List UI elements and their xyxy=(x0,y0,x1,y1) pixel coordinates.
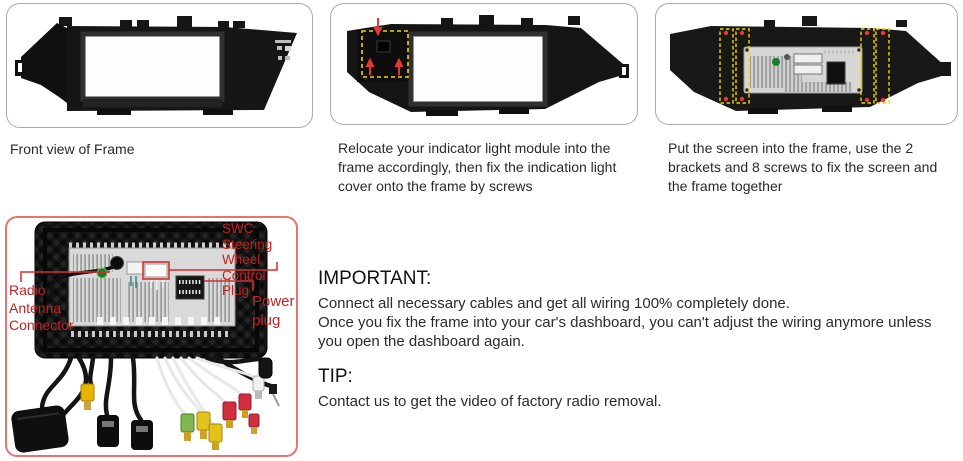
power-plug-label: Power plug xyxy=(252,293,295,329)
swc-plug-label: SWC Steering Wheel Control Plug xyxy=(222,221,273,298)
radio-antenna-label: Radio Antenna Connector xyxy=(9,282,74,333)
tip-heading: TIP: xyxy=(318,366,353,387)
caption-line: cover onto the frame by screws xyxy=(338,178,533,194)
frame-front-illustration xyxy=(7,4,312,127)
screen-opening xyxy=(411,34,545,104)
important-line: you open the dashboard again. xyxy=(318,333,525,350)
caption-line: the frame together xyxy=(668,178,783,194)
tip-line: Contact us to get the video of factory radio removal. xyxy=(318,393,662,410)
caption-screen-mount xyxy=(668,139,937,196)
caption-line: Relocate your indicator light module into the xyxy=(338,140,611,156)
important-line: Connect all necessary cables and get all wiring 100% completely done. xyxy=(318,295,790,312)
frame-left-wing xyxy=(15,23,67,103)
notes-block xyxy=(318,267,963,411)
frame-back-illustration xyxy=(331,4,637,124)
screen-in-frame-illustration xyxy=(656,4,957,124)
caption-front-view xyxy=(10,140,134,159)
frame-screen-opening xyxy=(83,34,222,107)
important-heading: IMPORTANT: xyxy=(318,268,432,289)
caption-line: frame accordingly, then fix the indication light xyxy=(338,159,617,175)
gps-antenna xyxy=(10,404,69,453)
swc-connector xyxy=(145,264,167,277)
frame-top-tabs xyxy=(764,16,907,27)
screen-mount-panel xyxy=(655,3,958,125)
frame-top-tabs xyxy=(441,15,580,26)
wiring-photo xyxy=(5,216,298,457)
power-connector xyxy=(176,276,204,299)
indicator-module-panel xyxy=(330,3,638,125)
rear-metal-plate xyxy=(49,248,235,326)
caption-line: Put the screen into the frame, use the 2 xyxy=(668,140,914,156)
caption-line: brackets and 8 screws to fix the screen and xyxy=(668,159,938,175)
frame-front-panel xyxy=(6,3,313,128)
caption-indicator-module xyxy=(338,139,616,196)
head-unit-back xyxy=(744,47,862,93)
cables xyxy=(42,356,271,424)
caption-line: Front view of Frame xyxy=(10,141,135,157)
important-line: Once you fix the frame into your car's dashboard, you can't adjust the wiring anymore unless xyxy=(318,314,932,331)
